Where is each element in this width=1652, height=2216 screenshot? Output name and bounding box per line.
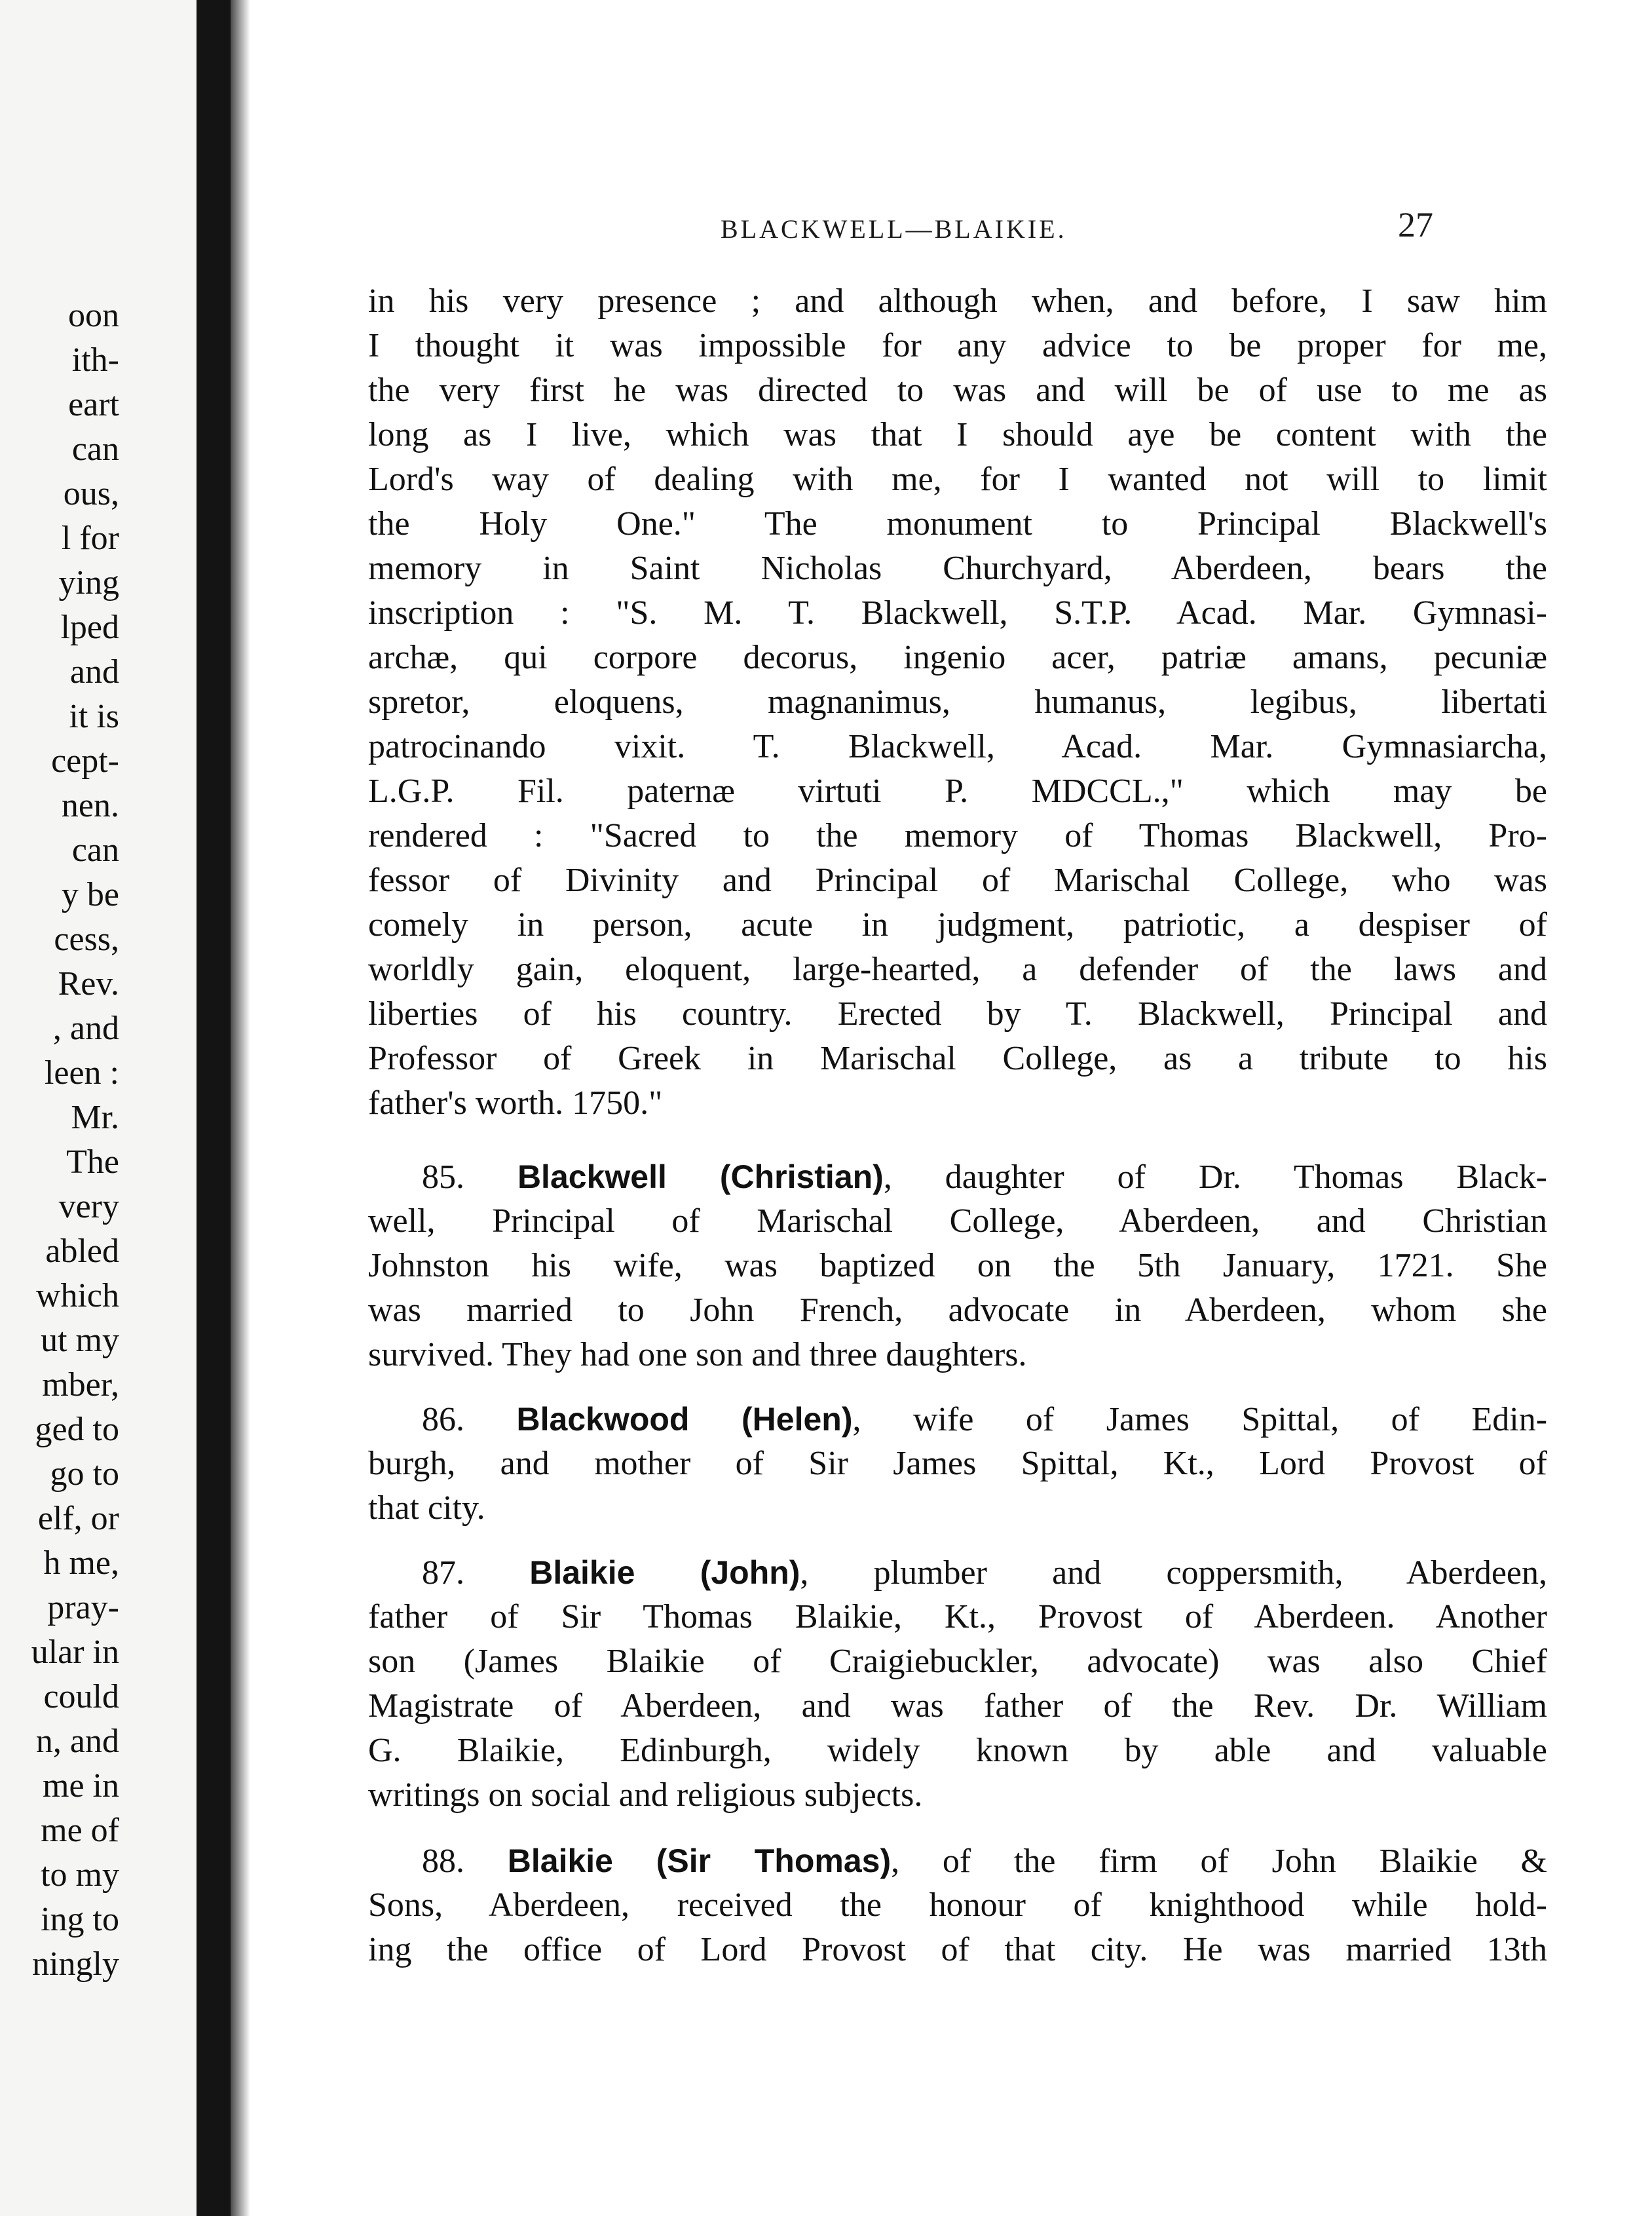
facing-line: and [69, 653, 119, 691]
facing-line: Rev. [58, 965, 119, 1003]
facing-line: ged to [35, 1411, 119, 1448]
text-line: ing the office of Lord Provost of that city. He was married 13th [368, 1931, 1547, 1968]
text-line: the very first he was directed to was and will be of use to me as [368, 372, 1547, 409]
entry-forename: (Christian) [719, 1158, 884, 1195]
text-line: Johnston his wife, was baptized on the 5th January, 1721. She [368, 1247, 1547, 1284]
text-line: survived. They had one son and three daughters. [368, 1336, 1027, 1373]
text-line: archæ, qui corpore decorus, ingenio acer, patriæ amans, pecuniæ [368, 639, 1547, 676]
text-line: the Holy One." The monument to Principal Blackwell's [368, 505, 1547, 543]
entry-surname: Blaikie [529, 1554, 635, 1591]
text-line: G. Blaikie, Edinburgh, widely known by able and valuable [368, 1732, 1547, 1769]
running-head: BLACKWELL—BLAIKIE. [721, 214, 1067, 244]
facing-line: leen : [44, 1054, 119, 1092]
book-gutter [197, 0, 231, 2216]
text-line: liberties of his country. Erected by T. Blackwell, Principal and [368, 995, 1547, 1033]
entry-forename: (Sir Thomas) [656, 1843, 892, 1879]
text-line: long as I live, which was that I should aye be content with the [368, 416, 1547, 453]
facing-line: which [35, 1277, 119, 1314]
text-line: burgh, and mother of Sir James Spittal, Kt., Lord Provost of [368, 1445, 1547, 1482]
text-line: was married to John French, advocate in Aberdeen, whom she [368, 1291, 1547, 1329]
facing-line: to my [41, 1856, 119, 1894]
facing-line: can [71, 831, 119, 869]
entry-surname: Blaikie [507, 1843, 613, 1879]
facing-line: cept- [51, 742, 119, 780]
facing-line: elf, or [37, 1500, 119, 1537]
entry-number: 88. [422, 1843, 464, 1880]
facing-line: l for [61, 520, 119, 557]
text-line: I thought it was impossible for any advice to be proper for me, [368, 327, 1547, 364]
text-line: comely in person, acute in judgment, patriotic, a despiser of [368, 906, 1547, 944]
text-line: rendered : "Sacred to the memory of Thomas Blackwell, Pro- [368, 817, 1547, 854]
entry-forename: (John) [700, 1554, 800, 1591]
text-line: L.G.P. Fil. paternæ virtuti P. MDCCL.," which may be [368, 773, 1547, 810]
text-line: Professor of Greek in Marischal College, as a tribute to his [368, 1040, 1547, 1077]
facing-line: ous, [63, 475, 119, 512]
facing-line: Mr. [71, 1099, 119, 1136]
facing-line: pray- [47, 1589, 119, 1626]
facing-line: mber, [42, 1366, 119, 1404]
entry-forename: (Helen) [742, 1401, 853, 1438]
facing-line: , and [52, 1010, 119, 1047]
facing-line: me of [41, 1812, 119, 1849]
text-line: well, Principal of Marischal College, Aberdeen, and Christian [368, 1202, 1547, 1240]
facing-line: y be [61, 876, 119, 913]
text-line: spretor, eloquens, magnanimus, humanus, legibus, libertati [368, 683, 1547, 721]
facing-line: lped [60, 609, 119, 646]
facing-line: me in [43, 1767, 119, 1805]
facing-line: eart [68, 386, 119, 423]
entry-number: 87. [422, 1554, 464, 1592]
text-line: patrocinando vixit. T. Blackwell, Acad. Mar. Gymnasiarcha, [368, 728, 1547, 765]
entry-surname: Blackwood [516, 1401, 690, 1438]
facing-line: can [71, 430, 119, 468]
facing-line: n, and [35, 1723, 119, 1760]
entry-88-first-line [422, 1839, 1547, 1884]
text-line: Sons, Aberdeen, received the honour of knighthood while hold- [368, 1886, 1547, 1924]
text-line: father's worth. 1750." [368, 1084, 663, 1122]
facing-page-edge [0, 0, 197, 2216]
facing-line: ular in [31, 1633, 119, 1671]
facing-line: ying [58, 564, 119, 602]
text-line: son (James Blaikie of Craigiebuckler, advocate) was also Chief [368, 1643, 1547, 1680]
text-line: Lord's way of dealing with me, for I wanted not will to limit [368, 461, 1547, 498]
facing-line: The [66, 1143, 119, 1181]
facing-line: nen. [61, 787, 119, 824]
facing-line: cess, [54, 921, 119, 958]
facing-line: ing to [41, 1901, 119, 1938]
facing-line: very [58, 1188, 119, 1225]
facing-line: could [43, 1678, 119, 1715]
text-line: memory in Saint Nicholas Churchyard, Aberdeen, bears the [368, 550, 1547, 587]
book-page [250, 0, 1652, 2216]
facing-line: h me, [43, 1544, 119, 1582]
text-line: father of Sir Thomas Blaikie, Kt., Provost of Aberdeen. Another [368, 1598, 1547, 1635]
facing-line: ut my [41, 1322, 119, 1359]
text-line: that city. [368, 1489, 485, 1527]
entry-text: , of the firm of John Blaikie & [891, 1843, 1548, 1880]
gutter-shadow [231, 0, 250, 2216]
facing-line: it is [69, 698, 119, 735]
text-line: in his very presence ; and although when, and before, I saw him [368, 282, 1547, 320]
entry-number: 86. [422, 1401, 464, 1438]
entry-text: , plumber and coppersmith, Aberdeen, [800, 1554, 1548, 1592]
entry-number: 85. [422, 1158, 464, 1196]
entry-86-first-line [422, 1397, 1547, 1442]
text-line: Magistrate of Aberdeen, and was father of the Rev. Dr. William [368, 1687, 1547, 1725]
page-number: 27 [1398, 205, 1433, 244]
text-line: worldly gain, eloquent, large-hearted, a defender of the laws and [368, 951, 1547, 988]
facing-line: go to [50, 1455, 119, 1493]
text-line: fessor of Divinity and Principal of Marischal College, who was [368, 862, 1547, 899]
text-line: writings on social and religious subjects. [368, 1776, 923, 1814]
entry-surname: Blackwell [517, 1158, 667, 1195]
entry-text: , daughter of Dr. Thomas Black- [883, 1158, 1548, 1196]
text-line: inscription : "S. M. T. Blackwell, S.T.P. Acad. Mar. Gymnasi- [368, 594, 1547, 632]
entry-text: , wife of James Spittal, of Edin- [852, 1401, 1548, 1438]
entry-87-first-line [422, 1550, 1547, 1595]
facing-line: abled [45, 1232, 119, 1270]
entry-85-first-line [422, 1155, 1547, 1200]
facing-line: ningly [32, 1945, 119, 1983]
facing-line: oon [68, 297, 119, 334]
facing-line: ith- [71, 341, 119, 379]
